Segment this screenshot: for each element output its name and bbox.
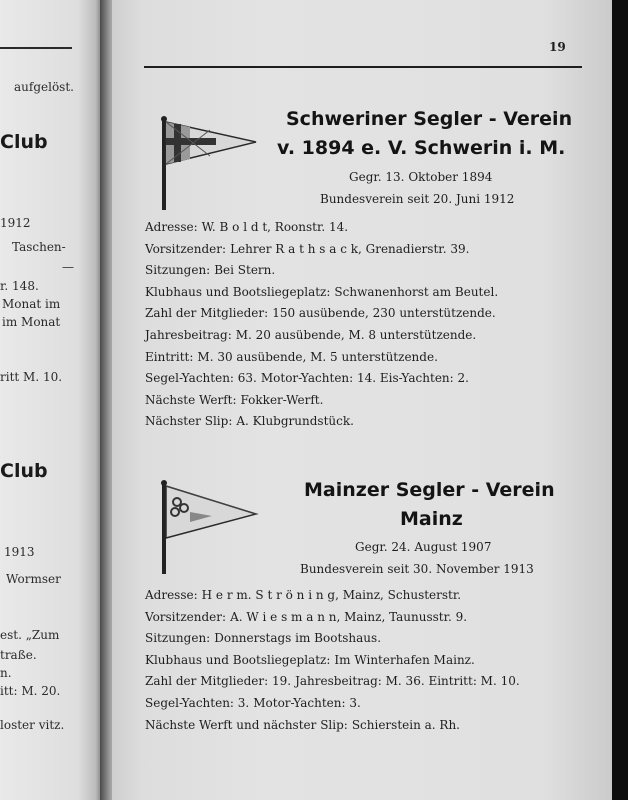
left-page-rule bbox=[0, 47, 72, 49]
left-club-heading: Club bbox=[0, 131, 48, 153]
detail-address: Adresse: W. B o l d t, Roonstr. 14. bbox=[145, 220, 349, 234]
left-page bbox=[0, 0, 104, 800]
detail-chairman: Vorsitzender: A. W i e s m a n n, Mainz, Taunusstr. 9. bbox=[145, 609, 468, 624]
detail-annual-fee: Jahresbeitrag: M. 20 ausübende, M. 8 unterstützende. bbox=[145, 327, 477, 342]
page-number: 19 bbox=[549, 40, 566, 54]
header-rule bbox=[144, 66, 582, 68]
founding-date: Gegr. 24. August 1907 bbox=[355, 540, 492, 554]
detail-members-fees: Zahl der Mitglieder: 19. Jahresbeitrag: M. 36. Eintritt: M. 10. bbox=[145, 674, 520, 689]
mainz-pennant-icon bbox=[150, 478, 262, 576]
founding-date: Gegr. 13. Oktober 1894 bbox=[349, 170, 493, 184]
schwerin-pennant-icon bbox=[150, 114, 262, 212]
left-line: r. 148. bbox=[0, 279, 39, 293]
left-line: im Monat bbox=[2, 315, 61, 329]
left-line: n. bbox=[0, 666, 12, 680]
left-line: traße. bbox=[0, 648, 37, 662]
left-line: loster vitz. bbox=[0, 718, 65, 732]
detail-shipyard-slip: Nächste Werft und nächster Slip: Schierstein a. Rh. bbox=[145, 717, 460, 732]
club-title-line2: v. 1894 e. V. Schwerin i. M. bbox=[277, 137, 566, 159]
left-line: aufgelöst. bbox=[14, 80, 74, 94]
detail-slip: Nächster Slip: A. Klubgrundstück. bbox=[145, 414, 354, 429]
left-line: Wormser bbox=[6, 572, 61, 586]
federation-member-since: Bundesverein seit 30. November 1913 bbox=[300, 562, 534, 576]
left-line: 1913 bbox=[4, 545, 35, 559]
federation-member-since: Bundesverein seit 20. Juni 1912 bbox=[320, 192, 515, 206]
club-title: Schweriner Segler - Verein bbox=[286, 108, 573, 130]
left-line: itt: M. 20. bbox=[0, 684, 61, 698]
left-club-heading: Club bbox=[0, 460, 48, 482]
left-line: ritt M. 10. bbox=[0, 370, 63, 384]
club-title: Mainzer Segler - Verein bbox=[304, 479, 555, 501]
detail-meetings: Sitzungen: Bei Stern. bbox=[145, 263, 276, 278]
detail-chairman: Vorsitzender: Lehrer R a t h s a c k, Grenadierstr. 39. bbox=[145, 241, 470, 256]
left-line: Taschen- bbox=[12, 240, 66, 254]
left-line: est. „Zum bbox=[0, 628, 60, 642]
club-title-line2: Mainz bbox=[400, 508, 463, 530]
detail-shipyard: Nächste Werft: Fokker-Werft. bbox=[145, 392, 324, 407]
detail-clubhouse: Klubhaus und Bootsliegeplatz: Schwanenhorst am Beutel. bbox=[145, 284, 499, 299]
scan-edge bbox=[612, 0, 628, 800]
detail-address: Adresse: H e r m. S t r ö n i n g, Mainz, Schusterstr. bbox=[145, 588, 462, 602]
left-line: — bbox=[62, 260, 74, 274]
club-details-list bbox=[145, 220, 498, 436]
detail-clubhouse: Klubhaus und Bootsliegeplatz: Im Winterhafen Mainz. bbox=[145, 652, 475, 667]
detail-yachts: Segel-Yachten: 3. Motor-Yachten: 3. bbox=[145, 695, 361, 710]
detail-meetings: Sitzungen: Donnerstags im Bootshaus. bbox=[145, 631, 382, 646]
left-line: 1912 bbox=[0, 216, 31, 230]
detail-members: Zahl der Mitglieder: 150 ausübende, 230 unterstützende. bbox=[145, 306, 496, 321]
left-line: Monat im bbox=[2, 297, 61, 311]
club-details-list bbox=[145, 588, 520, 739]
detail-entry-fee: Eintritt: M. 30 ausübende, M. 5 unterstützende. bbox=[145, 349, 438, 364]
detail-yachts: Segel-Yachten: 63. Motor-Yachten: 14. Eis-Yachten: 2. bbox=[145, 371, 469, 386]
